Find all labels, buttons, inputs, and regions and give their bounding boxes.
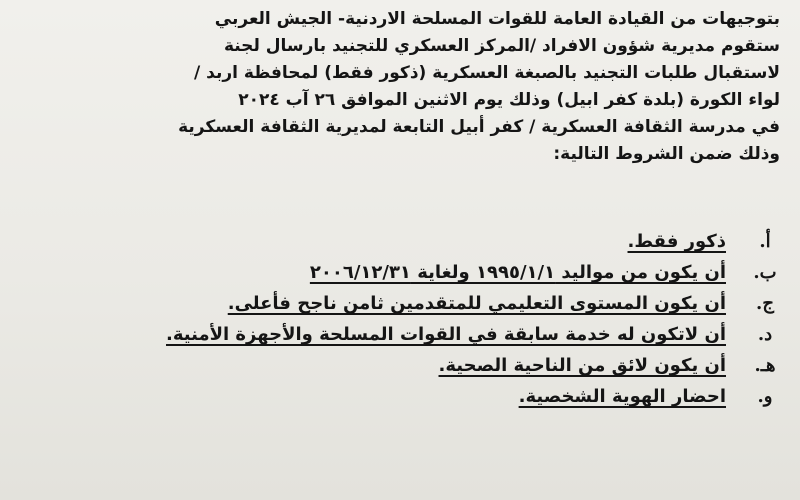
condition-letter: ج. bbox=[756, 293, 774, 314]
condition-text: أن يكون المستوى التعليمي للمتقدمين ثامن ناجح فأعلى. bbox=[227, 293, 726, 314]
condition-item bbox=[20, 350, 780, 381]
intro-line-1: بتوجيهات من القيادة العامة للقوات المسلحة الاردنية- الجيش العربي bbox=[214, 9, 780, 29]
condition-item bbox=[20, 381, 780, 412]
condition-item bbox=[20, 226, 780, 257]
intro-line-4: لواء الكورة (بلدة كفر ابيل) وذلك يوم الاثنين الموافق ٢٦ آب ٢٠٢٤ bbox=[238, 90, 780, 110]
conditions-list bbox=[20, 226, 780, 412]
intro-paragraph bbox=[10, 6, 780, 168]
intro-line-6: وذلك ضمن الشروط التالية: bbox=[553, 144, 780, 164]
condition-letter: هـ. bbox=[754, 355, 776, 376]
intro-line-5: في مدرسة الثقافة العسكرية / كفر أبيل التابعة لمديرية الثقافة العسكرية bbox=[178, 117, 780, 137]
condition-text: احضار الهوية الشخصية. bbox=[518, 386, 726, 407]
condition-letter: أ. bbox=[759, 231, 771, 252]
intro-line-3: لاستقبال طلبات التجنيد بالصبغة العسكرية (ذكور فقط) لمحافظة اربد / bbox=[194, 63, 780, 83]
condition-letter: ب. bbox=[753, 262, 777, 283]
condition-text: أن لاتكون له خدمة سابقة في القوات المسلحة والأجهزة الأمنية. bbox=[166, 324, 726, 345]
condition-letter: و. bbox=[757, 386, 773, 407]
condition-letter: د. bbox=[757, 324, 773, 345]
condition-text: ذكور فقط. bbox=[627, 231, 726, 252]
condition-item bbox=[20, 319, 780, 350]
condition-item bbox=[20, 257, 780, 288]
intro-line-2: ستقوم مديرية شؤون الافراد /المركز العسكري للتجنيد بارسال لجنة bbox=[223, 36, 780, 56]
condition-item bbox=[20, 288, 780, 319]
condition-text: أن يكون من مواليد ١٩٩٥/١/١ ولغاية ٢٠٠٦/١٢/٣١ bbox=[309, 262, 726, 283]
condition-text: أن يكون لائق من الناحية الصحية. bbox=[438, 355, 726, 376]
